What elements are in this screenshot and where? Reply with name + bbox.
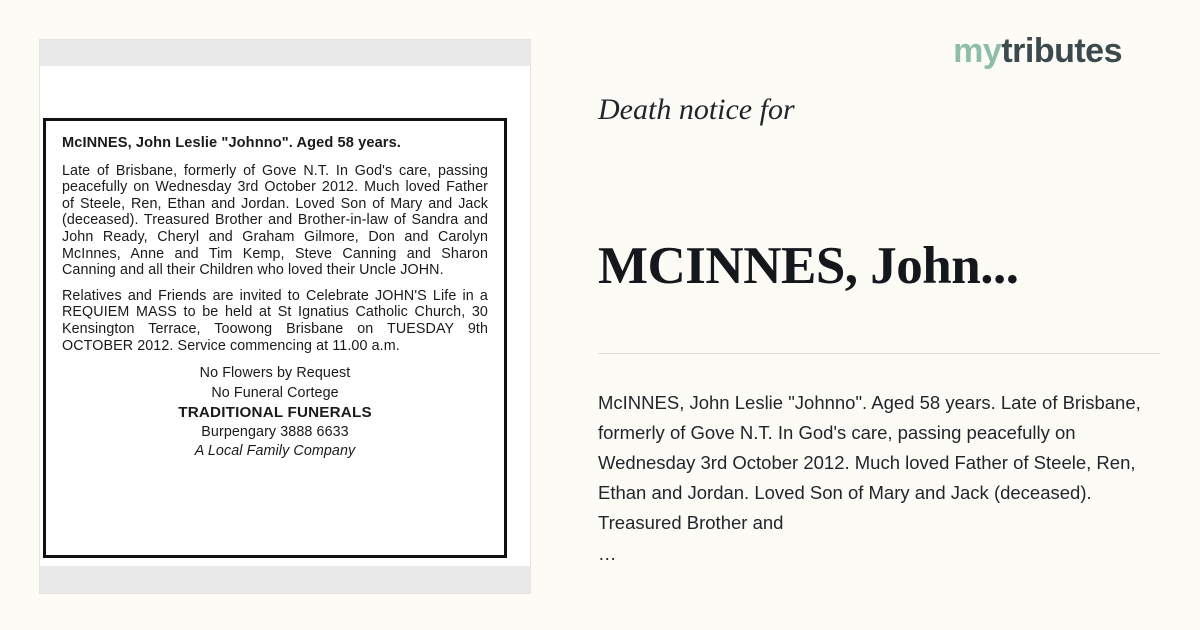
notice-image-panel — [40, 40, 530, 593]
logo-suffix: tributes — [1001, 32, 1122, 70]
notice-details-column — [598, 0, 1160, 630]
page-title: MCINNES, John... — [598, 236, 1019, 295]
notice-paper — [40, 66, 530, 566]
notice-phone-line: Burpengary 3888 6633 — [201, 423, 349, 440]
divider — [598, 353, 1160, 354]
notice-centered-line-2: No Funeral Cortege — [211, 385, 339, 402]
notice-heading: McINNES, John Leslie "Johnno". Aged 58 years. — [62, 135, 401, 151]
notice-paragraph-2: Relatives and Friends are invited to Celebrate JOHN'S Life in a REQUIEM MASS to be held at St Ignatius Catholic Church, 30 Kensington Terrace, Toowong Brisbane on TUESDAY 9th OCTOBER 2012. Service commencing at 11.00 a.m. — [62, 287, 488, 354]
notice-paragraph-1: Late of Brisbane, formerly of Gove N.T. In God's care, passing peacefully on Wednesday 3rd October 2012. Much loved Father of Steele, Ren, Ethan and Jordan. Loved Son of Mary and Jack (deceased). Treasured Brother and Brother-in-law of Sandra and John Ready, Cheryl and Graham Gilmore, Don and Carolyn McInnes, Anne and Tim Kemp, Steve Canning and Sharon Canning and all their Children who loved their Uncle JOHN. — [62, 162, 488, 279]
logo-prefix: my — [953, 32, 1002, 70]
mytributes-logo[interactable] — [953, 32, 1122, 71]
notice-excerpt-ellipsis: … — [598, 543, 617, 564]
notice-excerpt: McINNES, John Leslie "Johnno". Aged 58 years. Late of Brisbane, formerly of Gove N.T. In God's care, passing peacefully on Wednesday 3rd October 2012. Much loved Father of Steele, Ren, Ethan and Jordan. Loved Son of Mary and Jack (deceased). Treasured Brother and — [598, 392, 1141, 533]
notice-bordered-clipping — [43, 118, 507, 558]
page-eyebrow: Death notice for — [598, 93, 795, 126]
notice-funeral-home: TRADITIONAL FUNERALS — [178, 404, 372, 422]
notice-centered-line-1: No Flowers by Request — [199, 365, 351, 382]
notice-tagline: A Local Family Company — [194, 442, 356, 459]
